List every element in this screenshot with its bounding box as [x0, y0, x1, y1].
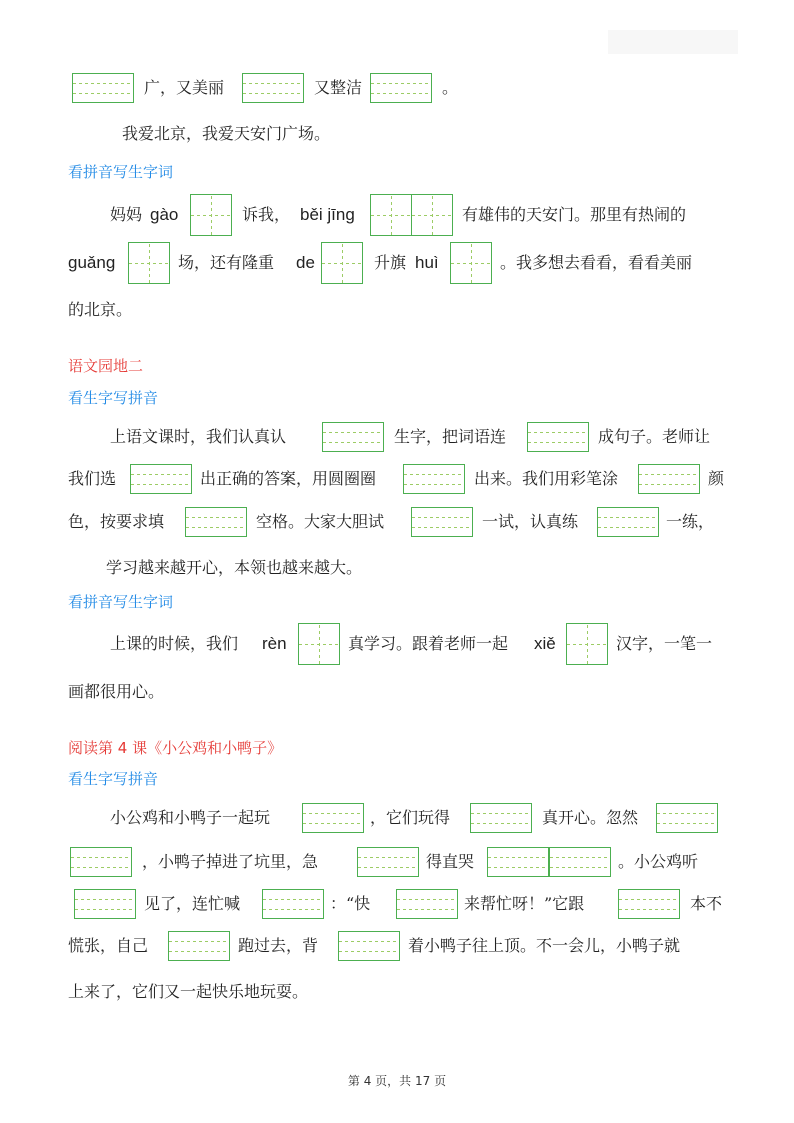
text: 见了，连忙喊: [144, 894, 241, 913]
text: 上语文课时，我们认真认: [110, 427, 287, 446]
section-heading: 看拼音写生字词: [68, 163, 174, 181]
pinyin-box[interactable]: [338, 931, 400, 961]
pinyin-box[interactable]: [638, 464, 700, 494]
text: 场，还有隆重: [178, 253, 275, 272]
pinyin-box[interactable]: [618, 889, 680, 919]
fill-line: [0, 417, 794, 457]
fill-line: [0, 68, 794, 108]
text: 我爱北京，我爱天安门广场。: [122, 124, 331, 143]
fill-line: [0, 243, 794, 283]
pinyin-box[interactable]: [527, 422, 589, 452]
text: 跑过去，背: [238, 936, 319, 955]
section-title: 阅读第 4 课《小公鸡和小鸭子》: [68, 739, 283, 757]
text-line: [0, 290, 794, 330]
section-heading: 看拼音写生字词: [68, 593, 174, 611]
page-footer: 第 4 页，共 17 页: [347, 1074, 447, 1088]
text: 空格。大家大胆试: [256, 512, 385, 531]
fill-line: [0, 459, 794, 499]
pinyin-box[interactable]: [302, 803, 364, 833]
char-box[interactable]: [190, 194, 232, 236]
char-box[interactable]: [298, 623, 340, 665]
pinyin-box[interactable]: [242, 73, 304, 103]
pinyin-box[interactable]: [130, 464, 192, 494]
pinyin: xiě: [534, 634, 556, 653]
text: 一练，: [666, 512, 715, 531]
text: 出正确的答案，用圆圈圈: [200, 469, 377, 488]
pinyin-box[interactable]: [72, 73, 134, 103]
text: 生字，把词语连: [394, 427, 507, 446]
text: 得直哭: [426, 852, 475, 871]
pinyin: gào: [150, 205, 179, 224]
fill-line: [0, 624, 794, 664]
char-box[interactable]: [321, 242, 363, 284]
pinyin: guǎng: [68, 253, 116, 272]
text-line: [0, 972, 794, 1012]
text: 又整洁: [314, 78, 363, 97]
pinyin-box[interactable]: [357, 847, 419, 877]
pinyin: de: [296, 253, 315, 272]
text: 颜: [708, 469, 725, 488]
pinyin-box[interactable]: [370, 73, 432, 103]
pinyin: běi jīng: [300, 205, 355, 224]
pinyin-box[interactable]: [322, 422, 384, 452]
text: 升旗: [374, 253, 407, 272]
text: 汉字，一笔一: [616, 634, 713, 653]
corner-mark: [608, 30, 738, 54]
text: 真学习。跟着老师一起: [348, 634, 509, 653]
text: 我们选: [68, 469, 117, 488]
text: 诉我，: [242, 205, 291, 224]
section-heading: 看生字写拼音: [68, 389, 159, 407]
text: 。我多想去看看，看看美丽: [500, 253, 693, 272]
text: 来帮忙呀！”它跟: [464, 894, 585, 913]
text: 的北京。: [68, 300, 133, 319]
pinyin-box[interactable]: [470, 803, 532, 833]
fill-line: [0, 884, 794, 924]
char-box[interactable]: [128, 242, 170, 284]
pinyin-box[interactable]: [262, 889, 324, 919]
text: 有雄伟的天安门。那里有热闹的: [462, 205, 687, 224]
pinyin-box[interactable]: [168, 931, 230, 961]
text: 上来了，它们又一起快乐地玩耍。: [68, 982, 309, 1001]
char-box[interactable]: [450, 242, 492, 284]
fill-line: [0, 842, 794, 882]
pinyin-box[interactable]: [656, 803, 718, 833]
text: ，它们玩得: [370, 808, 451, 827]
text: 一试，认真练: [482, 512, 579, 531]
pinyin-box[interactable]: [70, 847, 132, 877]
text: 着小鸭子往上顶。不一会儿，小鸭子就: [408, 936, 681, 955]
text: 成句子。老师让: [598, 427, 711, 446]
text: 上课的时候，我们: [110, 634, 239, 653]
pinyin-box[interactable]: [487, 847, 549, 877]
pinyin-box[interactable]: [549, 847, 611, 877]
pinyin-box[interactable]: [185, 507, 247, 537]
text: 色，按要求填: [68, 512, 165, 531]
text-line: [0, 114, 794, 154]
text: 学习越来越开心，本领也越来越大。: [106, 558, 363, 577]
text: 画都很用心。: [68, 682, 165, 701]
text: 。小公鸡听: [618, 852, 699, 871]
char-box[interactable]: [566, 623, 608, 665]
pinyin-box[interactable]: [396, 889, 458, 919]
char-box[interactable]: [370, 194, 412, 236]
pinyin: rèn: [262, 634, 287, 653]
text: 慌张，自己: [68, 936, 149, 955]
text: ，小鸭子掉进了坑里，急: [142, 852, 319, 871]
text: ：“快: [330, 894, 371, 913]
text: 。: [442, 78, 459, 97]
text-line: [0, 672, 794, 712]
text: 广，又美丽: [144, 78, 225, 97]
text: 真开心。忽然: [542, 808, 639, 827]
section-heading: 看生字写拼音: [68, 770, 159, 788]
section-title: 语文园地二: [68, 357, 144, 375]
pinyin-box[interactable]: [403, 464, 465, 494]
text: 出来。我们用彩笔涂: [474, 469, 619, 488]
pinyin-box[interactable]: [411, 507, 473, 537]
pinyin-box[interactable]: [74, 889, 136, 919]
text: 小公鸡和小鸭子一起玩: [110, 808, 271, 827]
fill-line: [0, 502, 794, 542]
char-box[interactable]: [411, 194, 453, 236]
text: 妈妈: [110, 205, 143, 224]
fill-line: [0, 195, 794, 235]
text: 本不: [690, 894, 723, 913]
fill-line: [0, 926, 794, 966]
pinyin: huì: [415, 253, 439, 272]
text-line: [0, 548, 794, 588]
fill-line: [0, 798, 794, 838]
pinyin-box[interactable]: [597, 507, 659, 537]
